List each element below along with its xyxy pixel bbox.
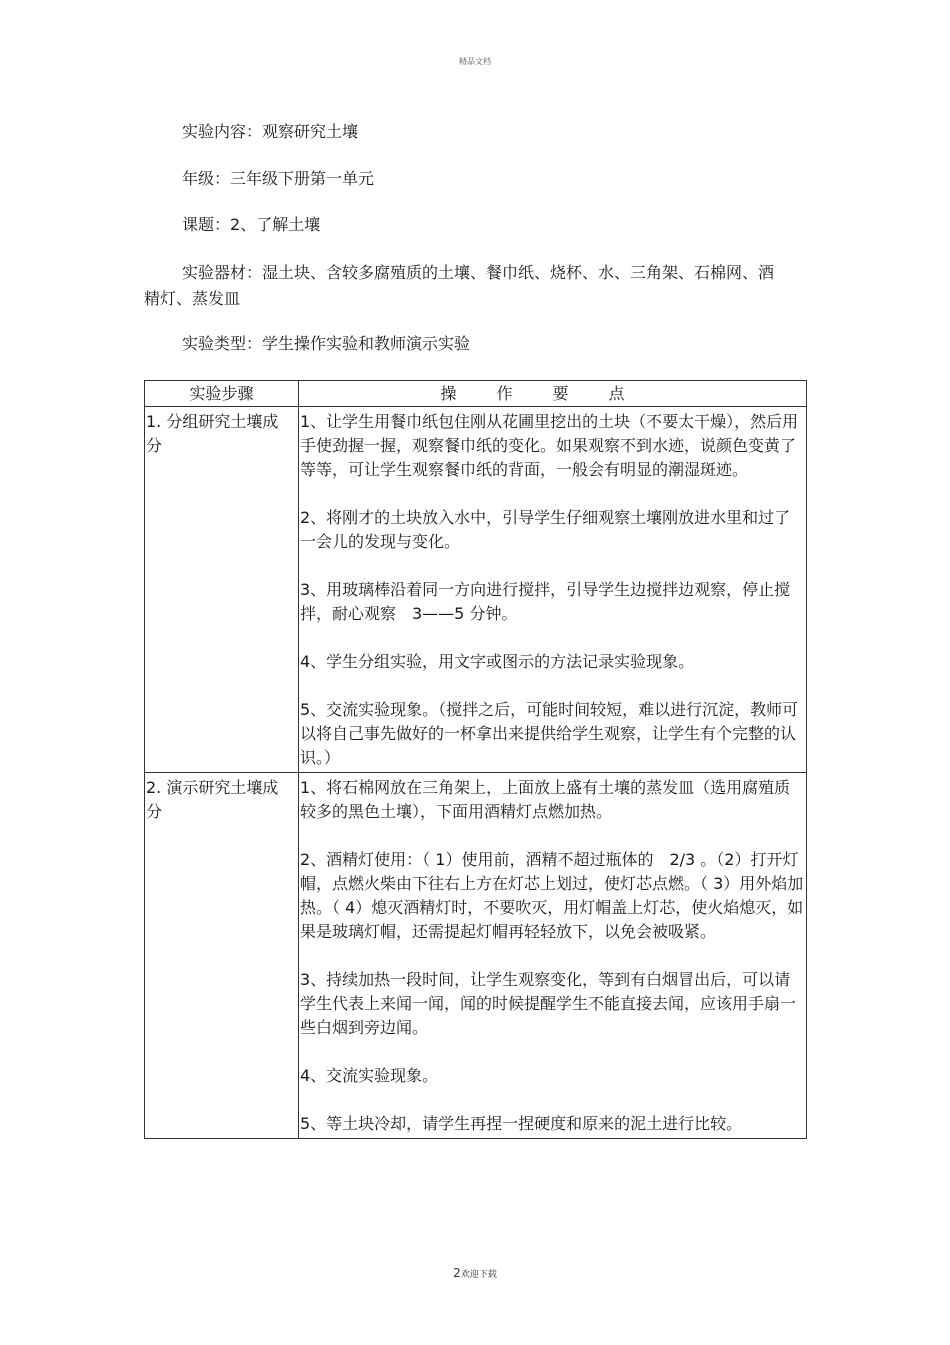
- meta-value: 观察研究土壤: [262, 122, 359, 141]
- table-row: [145, 773, 807, 1139]
- point-item: 4、学生分组实验，用文字或图示的方法记录实验现象。: [300, 652, 695, 671]
- experiment-type-label: 实验类型：: [182, 334, 263, 353]
- point-item: 1、让学生用餐巾纸包住刚从花圃里挖出的土块（不要太干燥），然后用手使劲握一握，观察餐巾纸的变化。如果观察不到水迹，说颜色变黄了等等，可让学生观察餐巾纸的背面，一般会有明显的潮湿斑迹。: [300, 412, 799, 479]
- meta-experiment-type: [182, 332, 470, 356]
- point-list: [299, 773, 806, 1138]
- step-name: 1. 分组研究土壤成分: [146, 412, 279, 455]
- equipment-label: 实验器材：: [182, 263, 263, 282]
- step-name: 2. 演示研究土壤成分: [146, 778, 279, 821]
- step-cell: [145, 773, 299, 1139]
- footer-text: 欢迎下载: [460, 1270, 497, 1280]
- point-item: 3、持续加热一段时间，让学生观察变化，等到有白烟冒出后，可以请学生代表上来闻一闻，闻的时候提醒学生不能直接去闻，应该用手扇一些白烟到旁边闻。: [300, 970, 797, 1037]
- header-watermark: 精品文档: [459, 57, 491, 66]
- point-list: [299, 407, 806, 772]
- steps-table: [144, 380, 807, 1139]
- header-points: 操作要点: [299, 381, 807, 407]
- meta-value: 三年级下册第一单元: [230, 169, 375, 188]
- table-row: [145, 407, 807, 773]
- meta-label: 年级：: [182, 169, 231, 188]
- experiment-type-value: 学生操作实验和教师演示实验: [262, 334, 471, 353]
- points-cell: [299, 773, 807, 1139]
- point-item: 2、酒精灯使用：（ 1）使用前，酒精不超过瓶体的 2/3 。（2）打开灯帽，点燃火柴由下往右上方在灯芯上划过，使灯芯点燃。（ 3）用外焰加热。（ 4）熄灭酒精灯时，不要吹灭，用灯帽盖上灯芯，使火焰熄灭，如果是玻璃灯帽，还需提起灯帽再轻轻放下，以免会被吸紧。: [300, 850, 804, 941]
- meta-experiment-content: [182, 120, 358, 144]
- meta-value: 2、了解土壤: [230, 215, 321, 234]
- step-cell: [145, 407, 299, 773]
- point-item: 2、将刚才的土块放入水中，引导学生仔细观察土壤刚放进水里和过了一会儿的发现与变化。: [300, 508, 791, 551]
- meta-grade: [182, 167, 374, 191]
- page-number: 2: [453, 1266, 461, 1280]
- meta-label: 实验内容：: [182, 122, 263, 141]
- meta-label: 课题：: [182, 215, 231, 234]
- point-item: 5、交流实验现象。（搅拌之后，可能时间较短，难以进行沉淀，教师可以将自己事先做好的一杯拿出来提供给学生观察，让学生有个完整的认识。）: [300, 700, 799, 767]
- meta-equipment: [144, 260, 784, 312]
- meta-topic: [182, 213, 320, 237]
- point-item: 3、用玻璃棒沿着同一方向进行搅拌，引导学生边搅拌边观察，停止搅拌，耐心观察 3——5 分钟。: [300, 580, 791, 623]
- table-header-row: [145, 381, 807, 407]
- point-item: 5、等土块冷却，请学生再捏一捏硬度和原来的泥土进行比较。: [300, 1114, 743, 1133]
- points-cell: [299, 407, 807, 773]
- point-item: 4、交流实验现象。: [300, 1066, 439, 1085]
- point-item: 1、将石棉网放在三角架上，上面放上盛有土壤的蒸发皿（选用腐殖质较多的黑色土壤），下面用酒精灯点燃加热。: [300, 778, 791, 821]
- footer: [0, 1266, 950, 1280]
- header-step: 实验步骤: [145, 381, 299, 407]
- equipment-value: 湿土块、含较多腐殖质的土壤、餐巾纸、烧杯、水、三角架、石棉网、酒精灯、蒸发皿: [144, 263, 775, 308]
